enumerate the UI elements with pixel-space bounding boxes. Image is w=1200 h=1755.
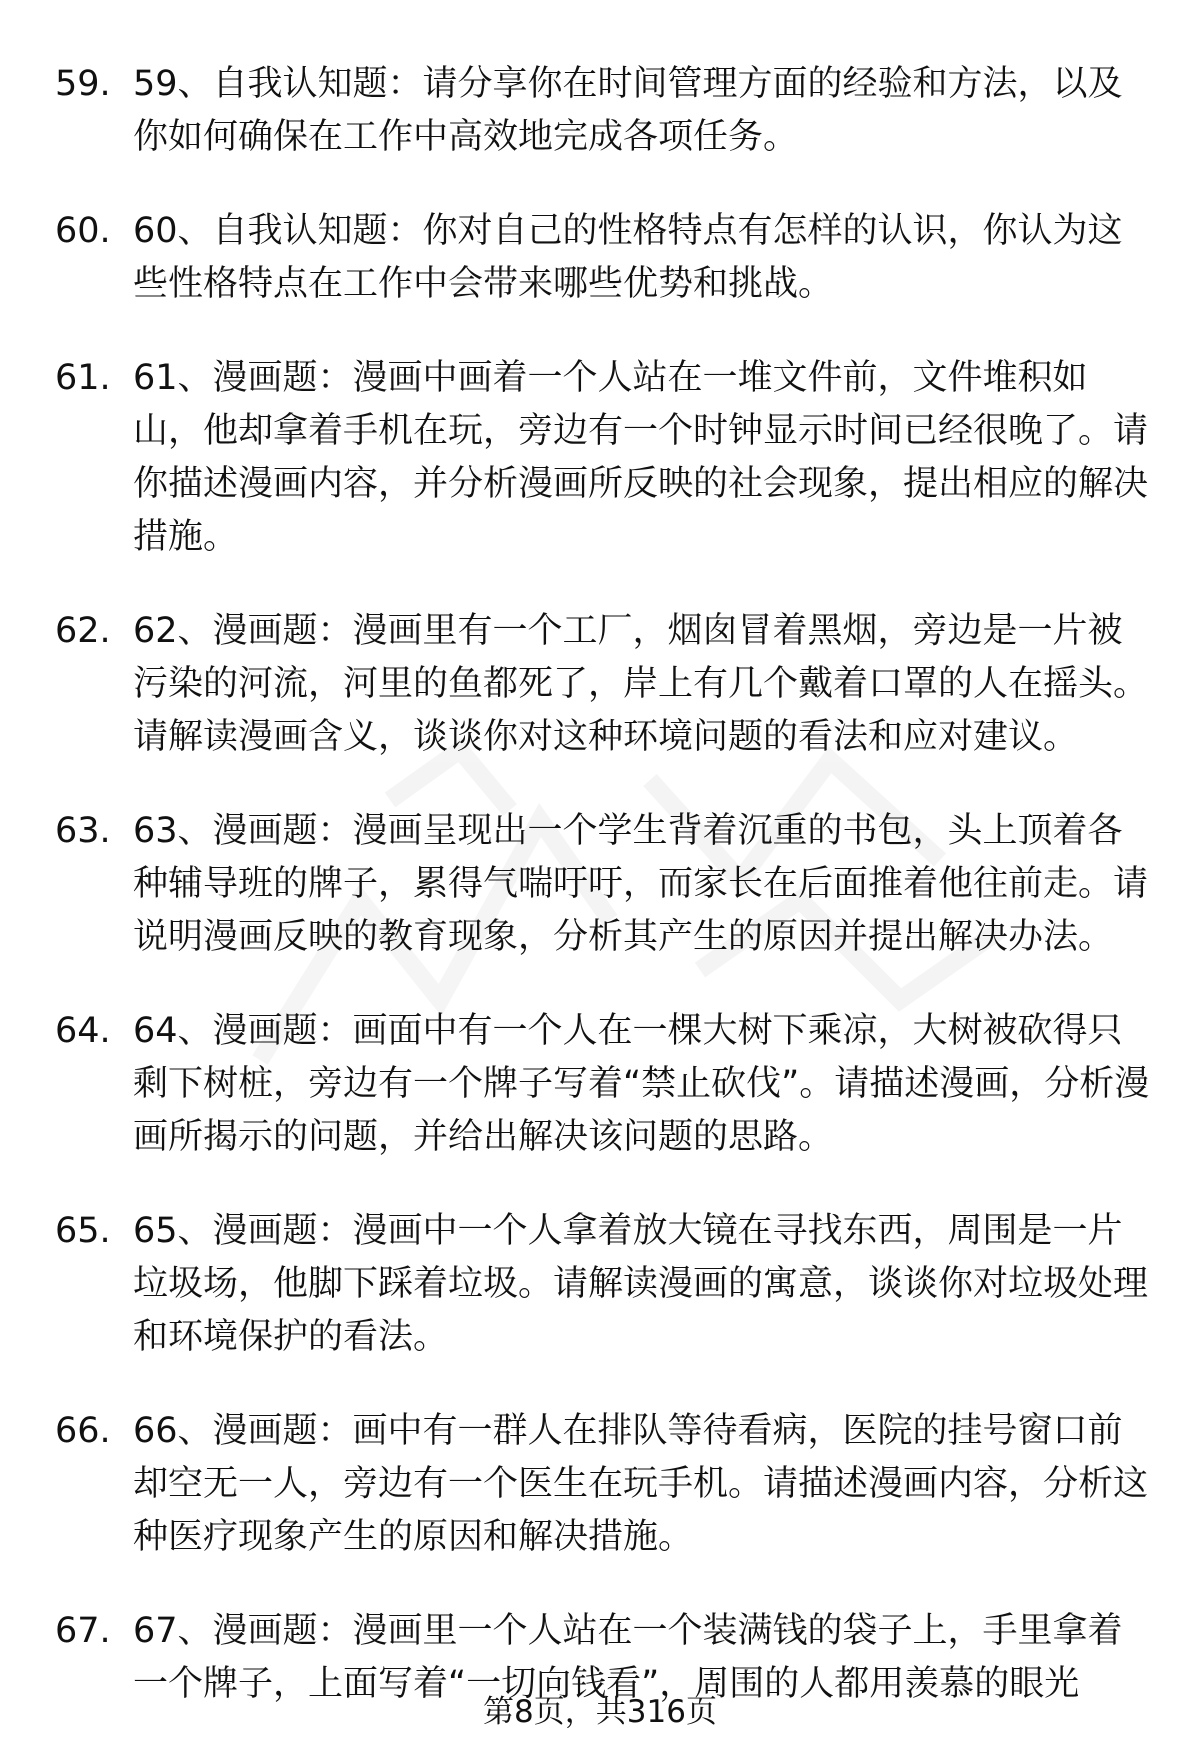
question-number: 66. (55, 1411, 111, 1451)
question-item (55, 1005, 1150, 1164)
question-item (55, 1205, 1150, 1364)
question-text: 65、漫画题：漫画中一个人拿着放大镜在寻找东西，周围是一片垃圾场，他脚下踩着垃圾。请解读漫画的寓意，谈谈你对垃圾处理和环境保护的看法。 (133, 1211, 1149, 1357)
question-number: 67. (55, 1611, 111, 1651)
question-number: 63. (55, 811, 111, 851)
page-number-label: 第8页，共316页 (483, 1694, 717, 1730)
question-text: 62、漫画题：漫画里有一个工厂，烟囱冒着黑烟，旁边是一片被污染的河流，河里的鱼都死了，岸上有几个戴着口罩的人在摇头。请解读漫画含义，谈谈你对这种环境问题的看法和应对建议。 (133, 611, 1149, 757)
question-item (55, 805, 1150, 964)
question-number: 62. (55, 611, 111, 651)
question-number: 64. (55, 1011, 111, 1051)
question-text: 63、漫画题：漫画呈现出一个学生背着沉重的书包，头上顶着各种辅导班的牌子，累得气喘吁吁，而家长在后面推着他往前走。请说明漫画反映的教育现象，分析其产生的原因并提出解决办法。 (133, 811, 1149, 957)
question-text: 61、漫画题：漫画中画着一个人站在一堆文件前，文件堆积如山，他却拿着手机在玩，旁边有一个时钟显示时间已经很晚了。请你描述漫画内容，并分析漫画所反映的社会现象，提出相应的解决措施。 (133, 358, 1149, 557)
question-item (55, 205, 1150, 311)
page-footer (0, 1692, 1200, 1732)
question-number: 60. (55, 211, 111, 251)
question-number: 59. (55, 64, 111, 104)
question-item (55, 1405, 1150, 1564)
question-number: 65. (55, 1211, 111, 1251)
question-text: 67、漫画题：漫画里一个人站在一个装满钱的袋子上，手里拿着一个牌子，上面写着“一切向钱看”，周围的人都用羡慕的眼光 (133, 1611, 1123, 1704)
question-text: 64、漫画题：画面中有一个人在一棵大树下乘凉，大树被砍得只剩下树桩，旁边有一个牌子写着“禁止砍伐”。请描述漫画，分析漫画所揭示的问题，并给出解决该问题的思路。 (133, 1011, 1150, 1157)
question-item (55, 58, 1150, 164)
question-item (55, 605, 1150, 764)
question-text: 59、自我认知题：请分享你在时间管理方面的经验和方法，以及你如何确保在工作中高效地完成各项任务。 (133, 64, 1123, 157)
question-text: 66、漫画题：画中有一群人在排队等待看病，医院的挂号窗口前却空无一人，旁边有一个医生在玩手机。请描述漫画内容，分析这种医疗现象产生的原因和解决措施。 (133, 1411, 1149, 1557)
question-text: 60、自我认知题：你对自己的性格特点有怎样的认识，你认为这些性格特点在工作中会带来哪些优势和挑战。 (133, 211, 1123, 304)
question-list (55, 58, 1150, 1752)
question-item (55, 352, 1150, 564)
question-number: 61. (55, 358, 111, 398)
